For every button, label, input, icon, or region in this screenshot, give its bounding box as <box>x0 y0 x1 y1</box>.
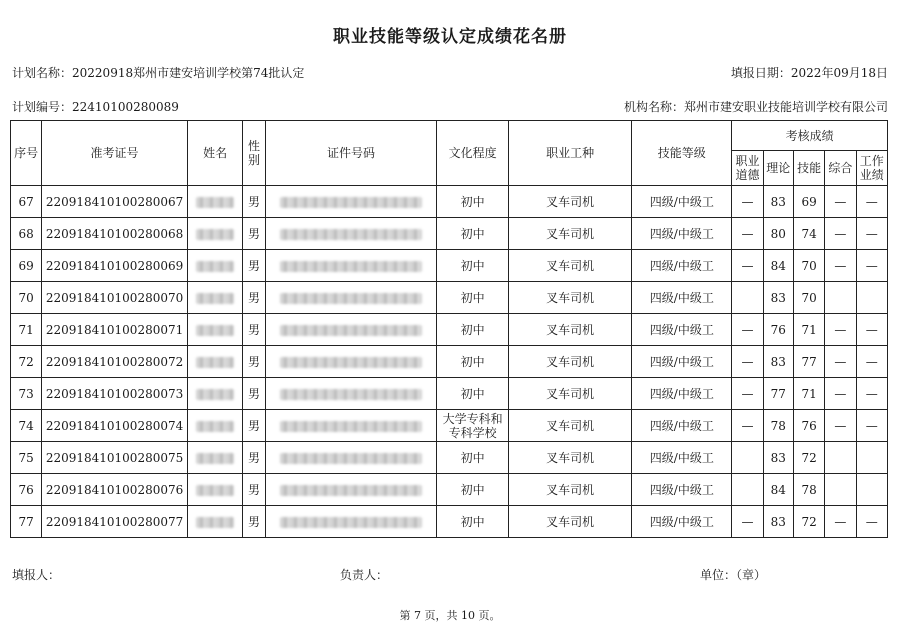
seq-cell: 73 <box>11 378 42 410</box>
table-row <box>11 474 888 506</box>
work-performance-cell <box>856 474 887 506</box>
theory-score-cell: 77 <box>763 378 793 410</box>
redacted-id-number <box>280 229 422 240</box>
comprehensive-score-cell <box>825 442 856 474</box>
plan-number-value: 22410100280089 <box>72 100 179 114</box>
skill-level-cell: 四级/中级工 <box>632 314 732 346</box>
occupation-cell: 叉车司机 <box>509 474 632 506</box>
work-performance-cell: — <box>856 506 887 538</box>
report-date-label: 填报日期： <box>730 66 791 80</box>
name-cell <box>187 250 243 282</box>
header-exam-no: 准考证号 <box>42 121 187 186</box>
skill-score-cell: 72 <box>793 442 824 474</box>
id-no-cell <box>265 506 437 538</box>
skill-level-cell: 四级/中级工 <box>632 378 732 410</box>
gender-cell: 男 <box>243 250 265 282</box>
seq-cell: 77 <box>11 506 42 538</box>
gender-cell: 男 <box>243 218 265 250</box>
education-cell: 初中 <box>437 250 509 282</box>
gender-cell: 男 <box>243 314 265 346</box>
seq-cell: 76 <box>11 474 42 506</box>
redacted-id-number <box>280 421 422 432</box>
exam-no-cell: 220918410100280070 <box>42 282 187 314</box>
skill-level-cell: 四级/中级工 <box>632 186 732 218</box>
table-row <box>11 218 888 250</box>
report-date <box>731 64 888 81</box>
gender-cell: 男 <box>243 442 265 474</box>
comprehensive-score-cell: — <box>825 186 856 218</box>
responsible-label: 负责人： <box>340 568 389 582</box>
name-cell <box>187 410 243 442</box>
occupation-cell: 叉车司机 <box>509 186 632 218</box>
seq-cell: 71 <box>11 314 42 346</box>
name-cell <box>187 378 243 410</box>
table-row <box>11 506 888 538</box>
occupation-cell: 叉车司机 <box>509 378 632 410</box>
skill-score-cell: 69 <box>793 186 824 218</box>
header-skill-level: 技能等级 <box>632 121 732 186</box>
gender-cell: 男 <box>243 378 265 410</box>
education-cell: 初中 <box>437 314 509 346</box>
table-row <box>11 186 888 218</box>
work-performance-cell: — <box>856 410 887 442</box>
skill-score-cell: 74 <box>793 218 824 250</box>
header-name: 姓名 <box>187 121 243 186</box>
seq-cell: 69 <box>11 250 42 282</box>
ethics-score-cell: — <box>732 506 763 538</box>
seq-cell: 72 <box>11 346 42 378</box>
seq-cell: 68 <box>11 218 42 250</box>
header-education: 文化程度 <box>437 121 509 186</box>
theory-score-cell: 84 <box>763 474 793 506</box>
exam-no-cell: 220918410100280067 <box>42 186 187 218</box>
gender-cell: 男 <box>243 506 265 538</box>
redacted-name <box>196 453 234 464</box>
work-performance-cell <box>856 282 887 314</box>
plan-number-label: 计划编号： <box>12 100 73 114</box>
work-performance-cell: — <box>856 314 887 346</box>
work-performance-cell <box>856 442 887 474</box>
id-no-cell <box>265 218 437 250</box>
comprehensive-score-cell: — <box>825 410 856 442</box>
skill-score-cell: 76 <box>793 410 824 442</box>
ethics-score-cell: — <box>732 250 763 282</box>
name-cell <box>187 218 243 250</box>
ethics-score-cell: — <box>732 218 763 250</box>
header-ethics: 职业道德 <box>732 151 763 186</box>
theory-score-cell: 83 <box>763 282 793 314</box>
id-no-cell <box>265 474 437 506</box>
theory-score-cell: 83 <box>763 442 793 474</box>
comprehensive-score-cell: — <box>825 378 856 410</box>
work-performance-cell: — <box>856 186 887 218</box>
ethics-score-cell <box>732 282 763 314</box>
table-row <box>11 282 888 314</box>
name-cell <box>187 314 243 346</box>
page-title: 职业技能等级认定成绩花名册 <box>333 27 567 47</box>
seq-cell: 67 <box>11 186 42 218</box>
comprehensive-score-cell <box>825 282 856 314</box>
seq-cell: 70 <box>11 282 42 314</box>
exam-no-cell: 220918410100280071 <box>42 314 187 346</box>
comprehensive-score-cell: — <box>825 250 856 282</box>
exam-no-cell: 220918410100280073 <box>42 378 187 410</box>
redacted-name <box>196 197 234 208</box>
id-no-cell <box>265 282 437 314</box>
theory-score-cell: 80 <box>763 218 793 250</box>
id-no-cell <box>265 186 437 218</box>
table-row <box>11 410 888 442</box>
education-cell: 初中 <box>437 442 509 474</box>
redacted-name <box>196 485 234 496</box>
skill-score-cell: 77 <box>793 346 824 378</box>
unit-label: 单位：（章） <box>700 568 767 582</box>
exam-no-cell: 220918410100280074 <box>42 410 187 442</box>
theory-score-cell: 76 <box>763 314 793 346</box>
score-roster-table <box>10 120 888 538</box>
header-work-performance: 工作业绩 <box>856 151 887 186</box>
filler-label: 填报人： <box>12 568 61 582</box>
id-no-cell <box>265 378 437 410</box>
ethics-score-cell: — <box>732 186 763 218</box>
skill-level-cell: 四级/中级工 <box>632 218 732 250</box>
redacted-id-number <box>280 389 422 400</box>
education-cell: 初中 <box>437 474 509 506</box>
occupation-cell: 叉车司机 <box>509 218 632 250</box>
redacted-name <box>196 229 234 240</box>
ethics-score-cell: — <box>732 346 763 378</box>
header-scores-group: 考核成绩 <box>732 121 888 151</box>
redacted-id-number <box>280 357 422 368</box>
seq-cell: 74 <box>11 410 42 442</box>
skill-level-cell: 四级/中级工 <box>632 250 732 282</box>
table-row <box>11 378 888 410</box>
education-cell: 初中 <box>437 186 509 218</box>
header-skill: 技能 <box>793 151 824 186</box>
plan-number <box>12 98 179 115</box>
work-performance-cell: — <box>856 250 887 282</box>
name-cell <box>187 346 243 378</box>
skill-level-cell: 四级/中级工 <box>632 442 732 474</box>
redacted-id-number <box>280 325 422 336</box>
education-cell: 初中 <box>437 346 509 378</box>
exam-no-cell: 220918410100280072 <box>42 346 187 378</box>
redacted-name <box>196 389 234 400</box>
redacted-id-number <box>280 517 422 528</box>
theory-score-cell: 84 <box>763 250 793 282</box>
id-no-cell <box>265 314 437 346</box>
skill-score-cell: 71 <box>793 378 824 410</box>
header-seq: 序号 <box>11 121 42 186</box>
header-comprehensive: 综合 <box>825 151 856 186</box>
education-cell: 初中 <box>437 282 509 314</box>
name-cell <box>187 474 243 506</box>
plan-name-label: 计划名称： <box>12 66 73 80</box>
comprehensive-score-cell: — <box>825 314 856 346</box>
ethics-score-cell <box>732 474 763 506</box>
table-row <box>11 346 888 378</box>
gender-cell: 男 <box>243 186 265 218</box>
ethics-score-cell: — <box>732 378 763 410</box>
skill-score-cell: 71 <box>793 314 824 346</box>
ethics-score-cell: — <box>732 410 763 442</box>
gender-cell: 男 <box>243 346 265 378</box>
theory-score-cell: 78 <box>763 410 793 442</box>
exam-no-cell: 220918410100280069 <box>42 250 187 282</box>
work-performance-cell: — <box>856 346 887 378</box>
redacted-id-number <box>280 261 422 272</box>
work-performance-cell: — <box>856 218 887 250</box>
occupation-cell: 叉车司机 <box>509 314 632 346</box>
gender-cell: 男 <box>243 282 265 314</box>
occupation-cell: 叉车司机 <box>509 282 632 314</box>
comprehensive-score-cell: — <box>825 346 856 378</box>
skill-level-cell: 四级/中级工 <box>632 282 732 314</box>
org-name-value: 郑州市建安职业技能培训学校有限公司 <box>683 100 888 114</box>
redacted-id-number <box>280 453 422 464</box>
name-cell <box>187 442 243 474</box>
report-date-value: 2022年09月18日 <box>790 66 888 80</box>
redacted-name <box>196 261 234 272</box>
redacted-name <box>196 325 234 336</box>
table-row <box>11 442 888 474</box>
header-occupation: 职业工种 <box>509 121 632 186</box>
id-no-cell <box>265 442 437 474</box>
skill-score-cell: 70 <box>793 282 824 314</box>
name-cell <box>187 506 243 538</box>
header-id-no: 证件号码 <box>265 121 437 186</box>
redacted-id-number <box>280 293 422 304</box>
redacted-name <box>196 517 234 528</box>
org-name <box>624 98 888 115</box>
id-no-cell <box>265 250 437 282</box>
exam-no-cell: 220918410100280075 <box>42 442 187 474</box>
ethics-score-cell: — <box>732 314 763 346</box>
skill-score-cell: 70 <box>793 250 824 282</box>
id-no-cell <box>265 346 437 378</box>
header-gender: 性别 <box>243 121 265 186</box>
comprehensive-score-cell: — <box>825 218 856 250</box>
page-indicator: 第 7 页，共 10 页。 <box>399 609 501 622</box>
occupation-cell: 叉车司机 <box>509 250 632 282</box>
skill-score-cell: 72 <box>793 506 824 538</box>
education-cell: 初中 <box>437 378 509 410</box>
seq-cell: 75 <box>11 442 42 474</box>
occupation-cell: 叉车司机 <box>509 506 632 538</box>
occupation-cell: 叉车司机 <box>509 410 632 442</box>
skill-level-cell: 四级/中级工 <box>632 346 732 378</box>
name-cell <box>187 186 243 218</box>
exam-no-cell: 220918410100280068 <box>42 218 187 250</box>
redacted-id-number <box>280 485 422 496</box>
gender-cell: 男 <box>243 474 265 506</box>
ethics-score-cell <box>732 442 763 474</box>
occupation-cell: 叉车司机 <box>509 442 632 474</box>
gender-cell: 男 <box>243 410 265 442</box>
skill-level-cell: 四级/中级工 <box>632 474 732 506</box>
theory-score-cell: 83 <box>763 506 793 538</box>
id-no-cell <box>265 410 437 442</box>
name-cell <box>187 282 243 314</box>
org-name-label: 机构名称： <box>623 100 684 114</box>
education-cell: 初中 <box>437 218 509 250</box>
roster-body <box>11 186 888 538</box>
redacted-name <box>196 293 234 304</box>
work-performance-cell: — <box>856 378 887 410</box>
comprehensive-score-cell: — <box>825 506 856 538</box>
skill-level-cell: 四级/中级工 <box>632 410 732 442</box>
header-theory: 理论 <box>763 151 793 186</box>
education-cell: 初中 <box>437 506 509 538</box>
occupation-cell: 叉车司机 <box>509 346 632 378</box>
comprehensive-score-cell <box>825 474 856 506</box>
exam-no-cell: 220918410100280076 <box>42 474 187 506</box>
table-row <box>11 250 888 282</box>
plan-name-value: 20220918郑州市建安培训学校第74批认定 <box>72 66 305 80</box>
theory-score-cell: 83 <box>763 186 793 218</box>
skill-level-cell: 四级/中级工 <box>632 506 732 538</box>
theory-score-cell: 83 <box>763 346 793 378</box>
skill-score-cell: 78 <box>793 474 824 506</box>
plan-name <box>12 64 304 81</box>
redacted-name <box>196 421 234 432</box>
redacted-name <box>196 357 234 368</box>
exam-no-cell: 220918410100280077 <box>42 506 187 538</box>
table-row <box>11 314 888 346</box>
education-cell: 大学专科和专科学校 <box>437 410 509 442</box>
redacted-id-number <box>280 197 422 208</box>
